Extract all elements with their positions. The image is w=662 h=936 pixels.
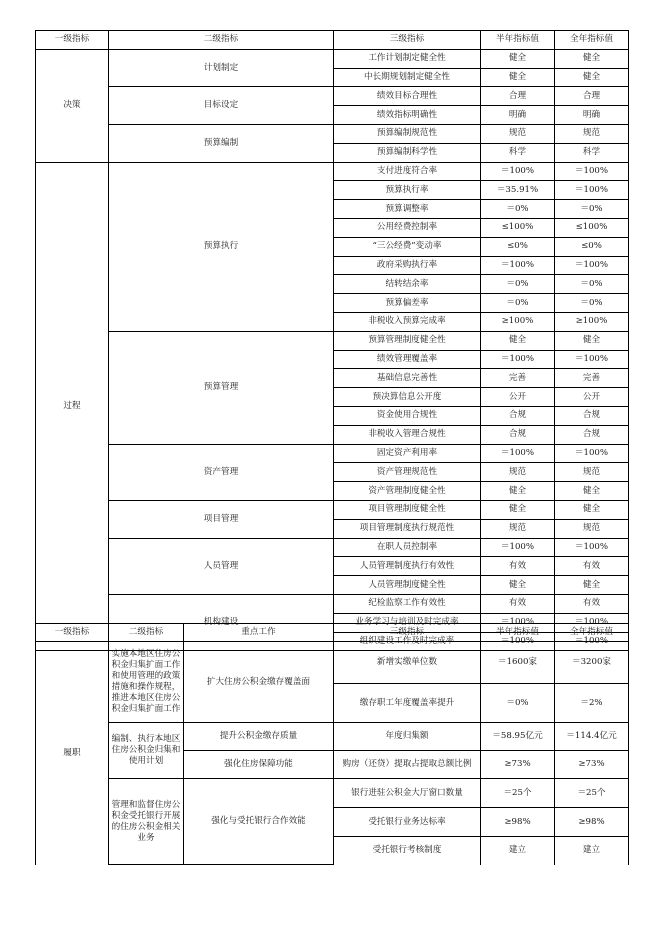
half-year-value: ≥98% xyxy=(481,808,555,837)
column-header: 半年指标值 xyxy=(481,31,555,50)
level2-indicator: 机构建设 xyxy=(109,594,334,650)
level3-indicator: 在职人员控制率 xyxy=(334,538,481,557)
full-year-value: 合规 xyxy=(555,406,629,425)
table-row xyxy=(36,779,629,808)
level3-indicator: 绩效指标明确性 xyxy=(334,106,481,125)
level2-indicator: 资产管理 xyxy=(109,444,334,500)
table-row xyxy=(36,162,629,181)
table-row xyxy=(36,594,629,613)
level3-indicator: 人员管理制度健全性 xyxy=(334,576,481,595)
level3-indicator: 预算管理制度健全性 xyxy=(334,331,481,350)
full-year-value: 健全 xyxy=(555,68,629,87)
level3-indicator: 政府采购执行率 xyxy=(334,256,481,275)
level1-indicator: 履职 xyxy=(36,642,109,865)
half-year-value: 科学 xyxy=(481,143,555,162)
table-row xyxy=(36,124,629,143)
column-header: 二级指标 xyxy=(109,31,334,50)
level3-indicator: 年度归集额 xyxy=(334,723,481,751)
full-year-value: 健全 xyxy=(555,576,629,595)
half-year-value: 合规 xyxy=(481,425,555,444)
half-year-value: ≤100% xyxy=(481,218,555,237)
level2-indicator: 编制、执行本地区住房公积金归集和使用计划 xyxy=(109,723,184,779)
half-year-value: 公开 xyxy=(481,388,555,407)
level3-indicator: 项目管理制度健全性 xyxy=(334,500,481,519)
half-year-value: 健全 xyxy=(481,500,555,519)
full-year-value: ＝100% xyxy=(555,538,629,557)
level2-indicator: 项目管理 xyxy=(109,500,334,538)
full-year-value: 合理 xyxy=(555,87,629,106)
full-year-value: ＝3200家 xyxy=(555,642,629,684)
full-year-value: 规范 xyxy=(555,463,629,482)
full-year-value: 健全 xyxy=(555,500,629,519)
half-year-value: 完善 xyxy=(481,369,555,388)
full-year-value: 合规 xyxy=(555,425,629,444)
level2-indicator: 计划制定 xyxy=(109,49,334,87)
full-year-value: ＝100% xyxy=(555,256,629,275)
level3-indicator: 预算调整率 xyxy=(334,200,481,219)
half-year-value: ＝0% xyxy=(481,275,555,294)
full-year-value: ≥100% xyxy=(555,312,629,331)
half-year-value: ＝100% xyxy=(481,350,555,369)
table-row xyxy=(36,87,629,106)
level3-indicator: 绩效目标合理性 xyxy=(334,87,481,106)
half-year-value: 有效 xyxy=(481,594,555,613)
level3-indicator: 预算偏差率 xyxy=(334,294,481,313)
full-year-value: ＝114.4亿元 xyxy=(555,723,629,751)
key-work: 强化与受托银行合作效能 xyxy=(184,779,334,865)
half-year-value: 规范 xyxy=(481,519,555,538)
half-year-value: 规范 xyxy=(481,463,555,482)
level2-indicator: 人员管理 xyxy=(109,538,334,594)
level3-indicator: 固定资产利用率 xyxy=(334,444,481,463)
level3-indicator: 工作计划制定健全性 xyxy=(334,49,481,68)
level3-indicator: 新增实缴单位数 xyxy=(334,642,481,684)
half-year-value: 合理 xyxy=(481,87,555,106)
level3-indicator: 购房（还贷）提取占提取总额比例 xyxy=(334,751,481,779)
full-year-value: 公开 xyxy=(555,388,629,407)
level3-indicator: 公用经费控制率 xyxy=(334,218,481,237)
half-year-value: ＝100% xyxy=(481,538,555,557)
key-work: 提升公积金缴存质量 xyxy=(184,723,334,751)
column-header: 重点工作 xyxy=(184,624,334,642)
level3-indicator: 结转结余率 xyxy=(334,275,481,294)
full-year-value: 健全 xyxy=(555,49,629,68)
half-year-value: ＝100% xyxy=(481,444,555,463)
half-year-value: 规范 xyxy=(481,124,555,143)
full-year-value: ≥98% xyxy=(555,808,629,837)
half-year-value: 合规 xyxy=(481,406,555,425)
level3-indicator: 缴存职工年度覆盖率提升 xyxy=(334,684,481,723)
level3-indicator: 项目管理制度执行规范性 xyxy=(334,519,481,538)
level2-indicator: 目标设定 xyxy=(109,87,334,125)
table-row xyxy=(36,49,629,68)
level3-indicator: 预算编制科学性 xyxy=(334,143,481,162)
table-row xyxy=(36,444,629,463)
table-row xyxy=(36,642,629,684)
column-header: 三级指标 xyxy=(334,624,481,642)
half-year-value: ＝100% xyxy=(481,162,555,181)
table-row xyxy=(36,500,629,519)
full-year-value: ＝100% xyxy=(555,181,629,200)
full-year-value: 完善 xyxy=(555,369,629,388)
half-year-value: 健全 xyxy=(481,68,555,87)
half-year-value: 明确 xyxy=(481,106,555,125)
table-header-row xyxy=(36,624,629,642)
half-year-value: 健全 xyxy=(481,482,555,501)
indicator-table-duty-performance xyxy=(35,623,629,865)
level3-indicator: 纪检监察工作有效性 xyxy=(334,594,481,613)
level3-indicator: 受托银行业务达标率 xyxy=(334,808,481,837)
half-year-value: ＝0% xyxy=(481,200,555,219)
full-year-value: 科学 xyxy=(555,143,629,162)
half-year-value: ＝58.95亿元 xyxy=(481,723,555,751)
column-header: 三级指标 xyxy=(334,31,481,50)
level3-indicator: 资金使用合规性 xyxy=(334,406,481,425)
level2-indicator: 实施本地区住房公积金归集扩面工作和使用管理的政策措施和操作规程，推进本地区住房公积金归集扩面工作 xyxy=(109,642,184,723)
level3-indicator: 非税收入预算完成率 xyxy=(334,312,481,331)
key-work: 扩大住房公积金缴存覆盖面 xyxy=(184,642,334,723)
half-year-value: ＝100% xyxy=(481,632,555,651)
half-year-value: 健全 xyxy=(481,576,555,595)
full-year-value: ＝0% xyxy=(555,294,629,313)
full-year-value: ＝0% xyxy=(555,275,629,294)
half-year-value: ＝100% xyxy=(481,613,555,632)
full-year-value: ＝100% xyxy=(555,350,629,369)
full-year-value: 规范 xyxy=(555,124,629,143)
half-year-value: ≤0% xyxy=(481,237,555,256)
half-year-value: 健全 xyxy=(481,331,555,350)
indicator-table-decision-process xyxy=(35,30,629,651)
level3-indicator: 非税收入管理合规性 xyxy=(334,425,481,444)
level3-indicator: 资产管理规范性 xyxy=(334,463,481,482)
full-year-value: 健全 xyxy=(555,331,629,350)
half-year-value: ＝0% xyxy=(481,294,555,313)
level3-indicator: 银行进驻公积金大厅窗口数量 xyxy=(334,779,481,808)
full-year-value: 明确 xyxy=(555,106,629,125)
level1-indicator: 过程 xyxy=(36,162,109,651)
half-year-value: ≥73% xyxy=(481,751,555,779)
half-year-value: ＝1600家 xyxy=(481,642,555,684)
full-year-value: ≤0% xyxy=(555,237,629,256)
level2-indicator: 预算执行 xyxy=(109,162,334,331)
table-row xyxy=(36,331,629,350)
full-year-value: ≤100% xyxy=(555,218,629,237)
level2-indicator: 预算管理 xyxy=(109,331,334,444)
full-year-value: ＝0% xyxy=(555,200,629,219)
full-year-value: 有效 xyxy=(555,557,629,576)
table-header-row xyxy=(36,31,629,50)
level3-indicator: 中长期规划制定健全性 xyxy=(334,68,481,87)
column-header: 半年指标值 xyxy=(481,624,555,642)
column-header: 二级指标 xyxy=(109,624,184,642)
level3-indicator: 组织建设工作及时完成率 xyxy=(334,632,481,651)
column-header: 一级指标 xyxy=(36,31,109,50)
column-header: 全年指标值 xyxy=(555,31,629,50)
level3-indicator: “三公经费”变动率 xyxy=(334,237,481,256)
half-year-value: 有效 xyxy=(481,557,555,576)
level2-indicator: 管理和监督住房公积金受托银行开展的住房公积金相关业务 xyxy=(109,779,184,865)
half-year-value: ＝25个 xyxy=(481,779,555,808)
table-row xyxy=(36,538,629,557)
level3-indicator: 预算编制规范性 xyxy=(334,124,481,143)
full-year-value: ＝2% xyxy=(555,684,629,723)
level3-indicator: 绩效管理覆盖率 xyxy=(334,350,481,369)
level3-indicator: 受托银行考核制度 xyxy=(334,837,481,865)
full-year-value: ＝25个 xyxy=(555,779,629,808)
level3-indicator: 支付进度符合率 xyxy=(334,162,481,181)
half-year-value: ＝0% xyxy=(481,684,555,723)
full-year-value: 规范 xyxy=(555,519,629,538)
level3-indicator: 预算执行率 xyxy=(334,181,481,200)
full-year-value: ＝100% xyxy=(555,632,629,651)
level2-indicator: 预算编制 xyxy=(109,124,334,162)
half-year-value: 健全 xyxy=(481,49,555,68)
column-header: 一级指标 xyxy=(36,624,109,642)
level3-indicator: 人员管理制度执行有效性 xyxy=(334,557,481,576)
full-year-value: 建立 xyxy=(555,837,629,865)
key-work: 强化住房保障功能 xyxy=(184,751,334,779)
full-year-value: ＝100% xyxy=(555,613,629,632)
full-year-value: 有效 xyxy=(555,594,629,613)
level1-indicator: 决策 xyxy=(36,49,109,162)
table-row xyxy=(36,723,629,751)
half-year-value: ＝100% xyxy=(481,256,555,275)
full-year-value: ＝100% xyxy=(555,162,629,181)
half-year-value: 建立 xyxy=(481,837,555,865)
level3-indicator: 预决算信息公开度 xyxy=(334,388,481,407)
full-year-value: 健全 xyxy=(555,482,629,501)
half-year-value: ＝35.91% xyxy=(481,181,555,200)
full-year-value: ＝100% xyxy=(555,444,629,463)
level3-indicator: 业务学习与培训及时完成率 xyxy=(334,613,481,632)
column-header: 全年指标值 xyxy=(555,624,629,642)
full-year-value: ≥73% xyxy=(555,751,629,779)
half-year-value: ≥100% xyxy=(481,312,555,331)
level3-indicator: 基础信息完善性 xyxy=(334,369,481,388)
level3-indicator: 资产管理制度健全性 xyxy=(334,482,481,501)
